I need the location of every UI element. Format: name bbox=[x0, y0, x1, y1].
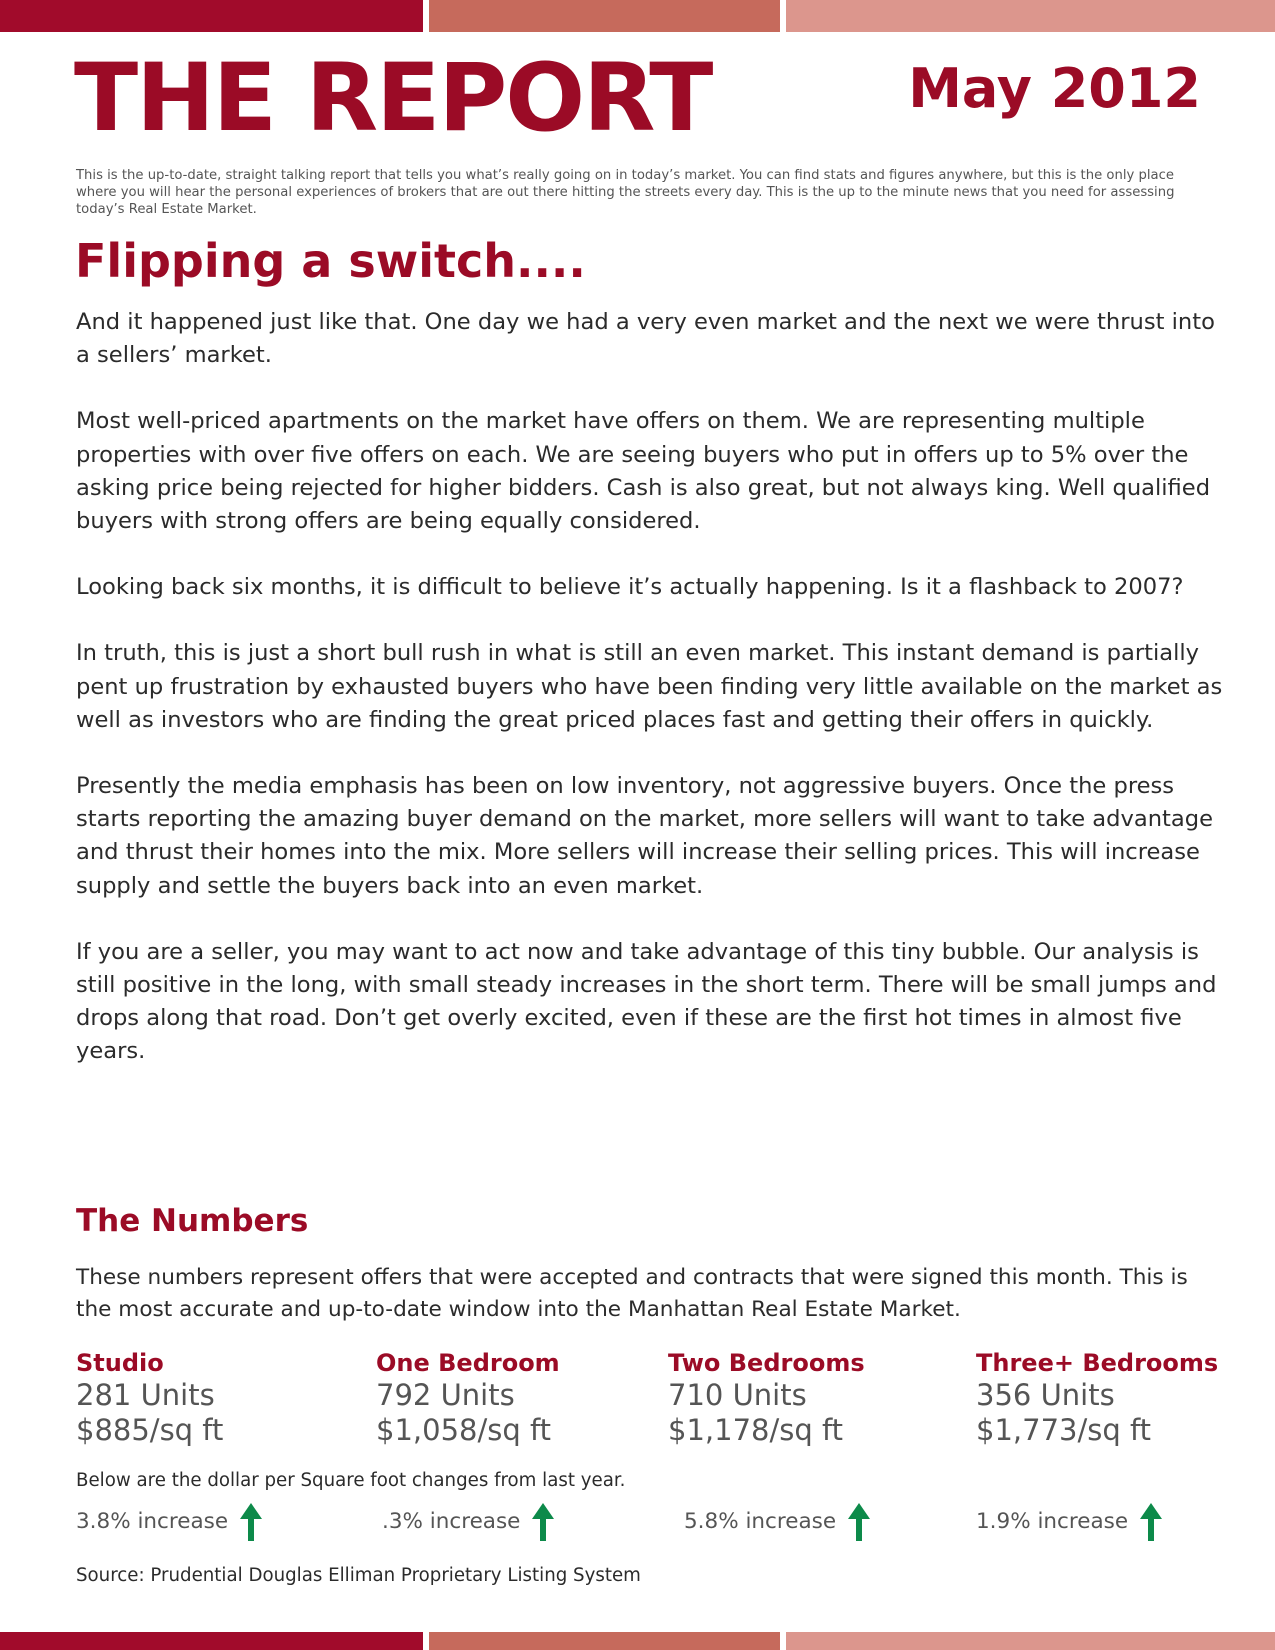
top-bar-mid bbox=[429, 0, 780, 32]
stat-price: $1,058/sq ft bbox=[376, 1413, 552, 1447]
article-paragraph: Looking back six months, it is difficult to believe it’s actually happening. Is it a flashback to 2007? bbox=[76, 574, 1184, 601]
up-arrow-icon bbox=[848, 1503, 870, 1541]
article-paragraph: If you are a seller, you may want to act now and take advantage of this tiny bubble. Our analysis is still positive in the long, with small steady increases in the short term. There will be small jumps and drops along that road. Don’t get overly excited, even if these are the first hot times in almost five years. bbox=[76, 938, 1217, 1065]
bottom-bar-light bbox=[786, 1632, 1275, 1650]
report-title: THE REPORT bbox=[74, 44, 712, 153]
intro-text: This is the up-to-date, straight talking report that tells you what’s really going on in today’s market. You can find stats and figures anywhere, but this is the only place where you will hear the personal experiences of brokers that are out there hitting the streets every day. This is the up to the minute news that you need for assessing today’s Real Estate Market. bbox=[76, 168, 1175, 217]
changes-note: Below are the dollar per Square foot changes from last year. bbox=[76, 1470, 626, 1491]
bottom-bar-mid bbox=[429, 1632, 780, 1650]
stat-price: $885/sq ft bbox=[76, 1413, 224, 1447]
numbers-description: These numbers represent offers that were accepted and contracts that were signed this month. This is the most accurate and up-to-date window into the Manhattan Real Estate Market. bbox=[76, 1265, 1188, 1322]
article-body bbox=[76, 306, 1226, 1102]
change-three-plus-bedrooms bbox=[976, 1502, 1162, 1542]
up-arrow-icon bbox=[240, 1503, 262, 1541]
stat-units: 792 Units bbox=[376, 1378, 515, 1412]
stat-studio bbox=[76, 1348, 223, 1448]
stat-label: Two Bedrooms bbox=[668, 1349, 865, 1377]
article-paragraph: Most well-priced apartments on the market have offers on them. We are representing multiple properties with over five offers on each. We are seeing buyers who put in offers up to 5% over the asking price being rejected for higher bidders. Cash is also great, but not always king. Well qualified buyers with strong offers are being equally considered. bbox=[76, 408, 1211, 535]
change-text: 5.8% increase bbox=[684, 1509, 837, 1534]
change-text: 3.8% increase bbox=[76, 1509, 229, 1534]
up-arrow-icon bbox=[1140, 1503, 1162, 1541]
stat-three-plus-bedrooms bbox=[976, 1348, 1218, 1448]
top-bar-light bbox=[786, 0, 1275, 32]
source-note: Source: Prudential Douglas Elliman Proprietary Listing System bbox=[76, 1565, 641, 1586]
article-paragraph: In truth, this is just a short bull rush in what is still an even market. This instant demand is partially pent up frustration by exhausted buyers who have been finding very little available on the market as well as investors who are finding the great priced places fast and getting their offers in quickly. bbox=[76, 640, 1223, 733]
numbers-heading: The Numbers bbox=[76, 1203, 309, 1239]
report-date: May 2012 bbox=[908, 57, 1201, 120]
change-text: .3% increase bbox=[382, 1509, 521, 1534]
article-paragraph: Presently the media emphasis has been on low inventory, not aggressive buyers. Once the press starts reporting the amazing buyer demand on the market, more sellers will want to take advantage and thrust their homes into the mix. More sellers will increase their selling prices. This will increase supply and settle the buyers back into an even market. bbox=[76, 773, 1213, 899]
stat-two-bedrooms bbox=[668, 1348, 865, 1448]
top-bar-dark bbox=[0, 0, 423, 32]
up-arrow-icon bbox=[532, 1503, 554, 1541]
stat-price: $1,178/sq ft bbox=[668, 1413, 844, 1447]
article-paragraph: And it happened just like that. One day we had a very even market and the next we were thrust into a sellers’ market. bbox=[76, 309, 1215, 369]
stat-units: 710 Units bbox=[668, 1378, 807, 1412]
stat-label: Three+ Bedrooms bbox=[976, 1349, 1219, 1377]
stat-label: Studio bbox=[76, 1349, 164, 1377]
stat-units: 356 Units bbox=[976, 1378, 1115, 1412]
change-one-bedroom bbox=[382, 1502, 554, 1542]
change-text: 1.9% increase bbox=[976, 1509, 1129, 1534]
change-studio bbox=[76, 1502, 262, 1542]
bottom-bar-dark bbox=[0, 1632, 423, 1650]
stat-units: 281 Units bbox=[76, 1378, 215, 1412]
change-two-bedrooms bbox=[684, 1502, 870, 1542]
stat-price: $1,773/sq ft bbox=[976, 1413, 1152, 1447]
stat-label: One Bedroom bbox=[376, 1349, 560, 1377]
article-headline: Flipping a switch.... bbox=[75, 234, 586, 288]
stat-one-bedroom bbox=[376, 1348, 560, 1448]
